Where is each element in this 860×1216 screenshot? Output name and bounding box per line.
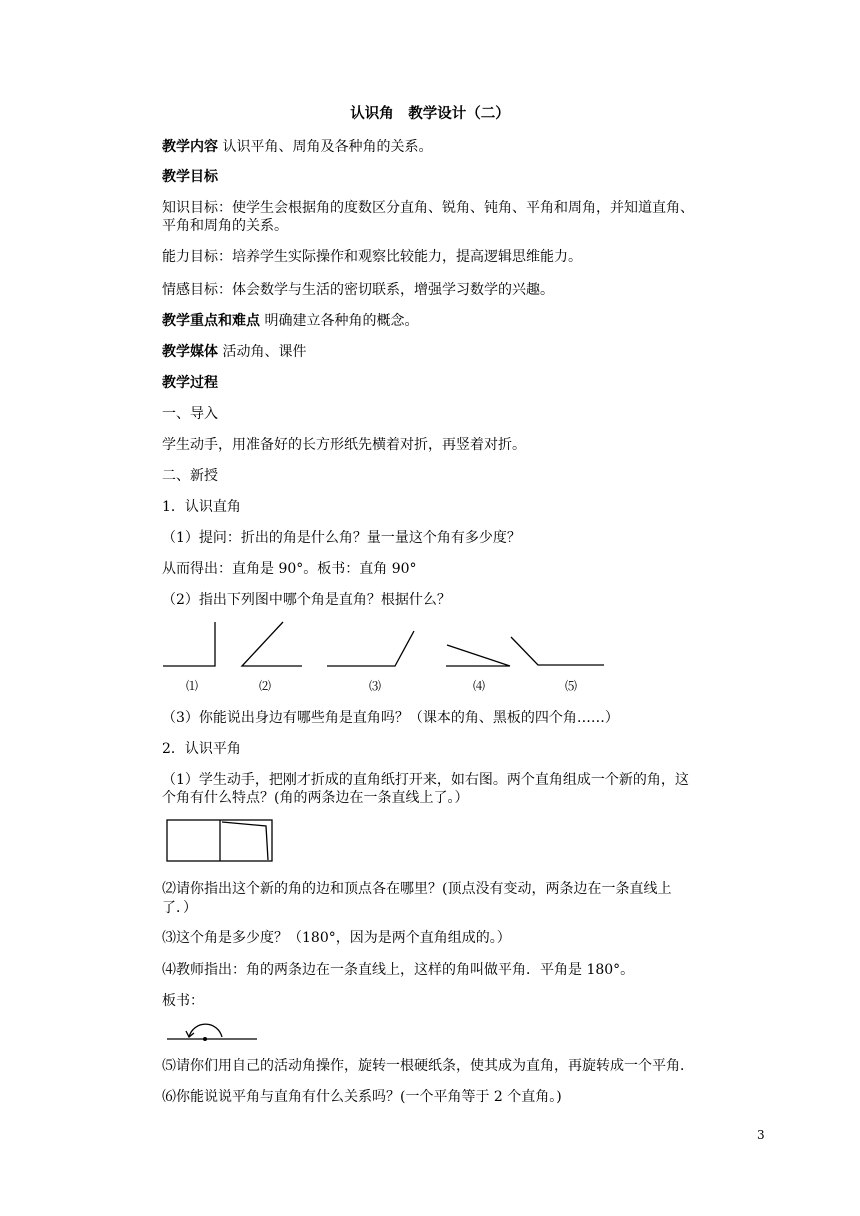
goals-heading: 教学目标 — [162, 169, 218, 185]
right-angle-conclusion: 从而得出：直角是 90°。板书：直角 90° — [162, 561, 417, 577]
right-angle-q3: （3）你能说出身边有哪些角是直角吗？（课本的角、黑板的四个角……） — [162, 710, 619, 726]
figure-label-3: ⑶ — [369, 679, 382, 693]
straight-angle-q1-line-1: （1）学生动手，把刚才折成的直角纸打开来，如右图。两个直角组成一个新的角，这 — [162, 772, 689, 788]
figure-label-1: ⑴ — [186, 679, 199, 693]
content-text: 认识平角、周角及各种角的关系。 — [222, 139, 433, 155]
right-angle-q1: （1）提问：折出的角是什么角？量一量这个角有多少度？ — [162, 530, 521, 546]
right-angle-q2: （2）指出下列图中哪个角是直角？根据什么？ — [162, 592, 451, 608]
straight-angle-q3: ⑶这个角是多少度？（180°，因为是两个直角组成的。） — [162, 930, 511, 946]
topic-right-angle: 1．认识直角 — [162, 499, 241, 515]
straight-angle-q1-line-2: 个角有什么特点？(角的两条边在一条直线上了。） — [162, 790, 469, 806]
intro-text: 学生动手，用准备好的长方形纸先横着对折，再竖着对折。 — [162, 437, 526, 453]
goal-emotion: 情感目标：体会数学与生活的密切联系，增强学习数学的兴趣。 — [162, 282, 554, 298]
topic-straight-angle: 2．认识平角 — [162, 741, 241, 757]
page-title: 认识角 教学设计（二） — [350, 105, 510, 122]
keypoints-label: 教学重点和难点 — [162, 313, 260, 329]
media-text: 活动角、课件 — [222, 344, 307, 360]
process-heading: 教学过程 — [162, 375, 218, 391]
content-label: 教学内容 — [162, 139, 218, 155]
media-label: 教学媒体 — [162, 344, 218, 360]
section-intro: 一、导入 — [162, 406, 218, 422]
figure-label-2: ⑵ — [259, 679, 272, 693]
straight-angle-q2-line-2: 了．） — [162, 900, 197, 916]
goal-knowledge-line-2: 平角和周角的关系。 — [162, 218, 288, 234]
straight-angle-q2-line-1: ⑵请你指出这个新的角的边和顶点各在哪里？(顶点没有变动，两条边在一条直线上 — [162, 881, 672, 897]
goal-ability: 能力目标：培养学生实际操作和观察比较能力，提高逻辑思维能力。 — [162, 249, 582, 265]
goal-knowledge-line-1: 知识目标：使学生会根据角的度数区分直角、锐角、钝角、平角和周角，并知道直角、 — [162, 200, 694, 216]
page-number: 3 — [757, 1128, 765, 1142]
figure-label-4: ⑷ — [473, 679, 486, 693]
straight-angle-q6: ⑹你能说说平角与直角有什么关系吗？(一个平角等于 2 个直角。) — [162, 1089, 562, 1105]
section-new: 二、新授 — [162, 468, 218, 484]
straight-angle-q5: ⑸请你们用自己的活动角操作，旋转一根硬纸条，使其成为直角，再旋转成一个平角． — [162, 1058, 694, 1074]
straight-angle-definition: ⑷教师指出：角的两条边在一条直线上，这样的角叫做平角．平角是 180°。 — [162, 962, 635, 978]
figure-label-5: ⑸ — [565, 679, 578, 693]
keypoints-text: 明确建立各种角的概念。 — [264, 313, 419, 329]
board-label: 板书： — [162, 993, 204, 1009]
